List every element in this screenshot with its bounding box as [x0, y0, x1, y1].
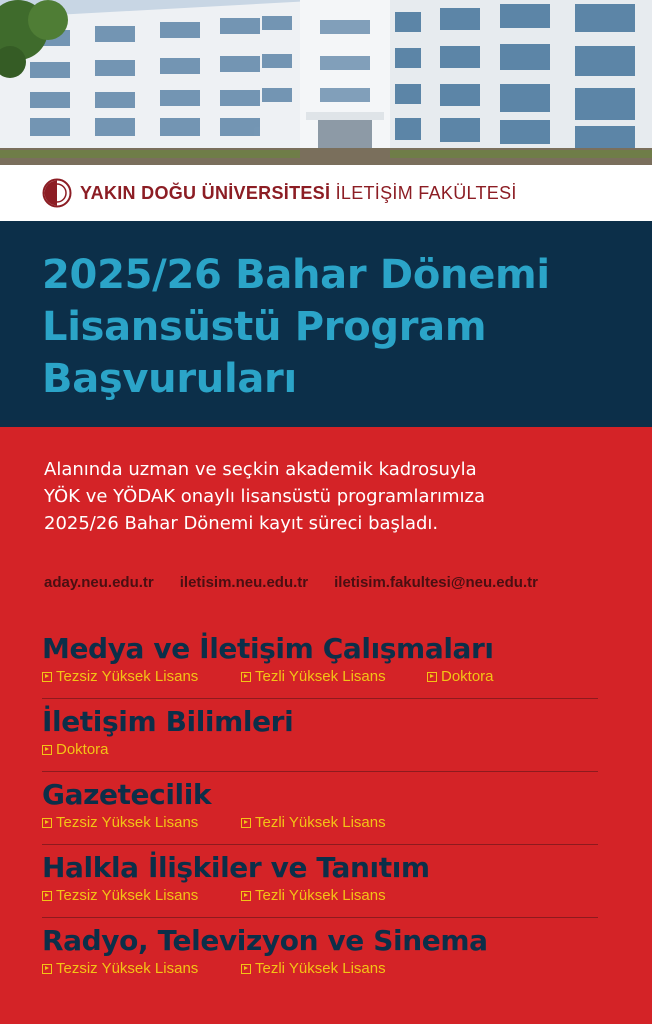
contact-links [44, 574, 644, 591]
campus-building-photo [0, 0, 652, 165]
website-link-aday[interactable]: aday.neu.edu.tr [44, 574, 154, 591]
logo-band [0, 165, 652, 221]
program-item [42, 845, 598, 918]
intro-line-2: YÖK ve YÖDAK onaylı lisansüstü programlarımıza [44, 486, 485, 507]
title-line-2: Lisansüstü Program [42, 304, 487, 350]
program-list [42, 626, 598, 991]
degree-list [42, 887, 598, 904]
degree-label: Tezsiz Yüksek Lisans [56, 668, 199, 685]
title-line-3: Başvuruları [42, 356, 297, 402]
degree-list [42, 814, 598, 831]
arrow-box-icon [42, 818, 52, 828]
program-title: Radyo, Televizyon ve Sinema [42, 924, 488, 957]
degree-label: Tezli Yüksek Lisans [255, 960, 386, 977]
degree-item [427, 668, 494, 685]
program-title: Medya ve İletişim Çalışmaları [42, 632, 494, 665]
degree-item [241, 887, 427, 904]
degree-label: Doktora [56, 741, 109, 758]
logo-text [80, 183, 517, 204]
degree-label: Tezli Yüksek Lisans [255, 814, 386, 831]
arrow-box-icon [241, 672, 251, 682]
degree-item [42, 741, 241, 758]
degree-label: Doktora [441, 668, 494, 685]
degree-list [42, 960, 598, 977]
intro-line-1: Alanında uzman ve seçkin akademik kadrosuyla [44, 459, 477, 480]
university-logo-icon [42, 178, 72, 208]
program-item [42, 918, 598, 991]
degree-label: Tezli Yüksek Lisans [255, 887, 386, 904]
arrow-box-icon [427, 672, 437, 682]
website-link-iletisim[interactable]: iletisim.neu.edu.tr [179, 574, 309, 591]
degree-item [42, 960, 241, 977]
arrow-box-icon [42, 745, 52, 755]
degree-label: Tezsiz Yüksek Lisans [56, 960, 199, 977]
degree-label: Tezsiz Yüksek Lisans [56, 814, 199, 831]
faculty-name: İLETİŞİM FAKÜLTESİ [335, 182, 517, 203]
degree-list [42, 741, 598, 758]
program-item [42, 626, 598, 699]
arrow-box-icon [42, 891, 52, 901]
program-title: Halkla İlişkiler ve Tanıtım [42, 851, 430, 884]
degree-item [42, 887, 241, 904]
title-line-1: 2025/26 Bahar Dönemi [42, 252, 550, 298]
degree-list [42, 668, 598, 685]
university-name: YAKIN DOĞU ÜNİVERSİTESİ [80, 182, 331, 203]
degree-label: Tezli Yüksek Lisans [255, 668, 386, 685]
intro-line-3: 2025/26 Bahar Dönemi kayıt süreci başladı. [44, 513, 439, 534]
arrow-box-icon [42, 672, 52, 682]
degree-label: Tezsiz Yüksek Lisans [56, 887, 199, 904]
program-item [42, 699, 598, 772]
degree-item [241, 668, 427, 685]
arrow-box-icon [241, 964, 251, 974]
email-link[interactable]: iletisim.fakultesi@neu.edu.tr [334, 574, 538, 591]
degree-item [241, 960, 427, 977]
degree-item [42, 668, 241, 685]
arrow-box-icon [241, 818, 251, 828]
program-item [42, 772, 598, 845]
arrow-box-icon [241, 891, 251, 901]
intro-paragraph [44, 456, 624, 537]
program-title: İletişim Bilimleri [42, 705, 294, 738]
title-band [0, 221, 652, 427]
arrow-box-icon [42, 964, 52, 974]
program-title: Gazetecilik [42, 778, 212, 811]
degree-item [241, 814, 427, 831]
page-title [42, 249, 642, 405]
degree-item [42, 814, 241, 831]
